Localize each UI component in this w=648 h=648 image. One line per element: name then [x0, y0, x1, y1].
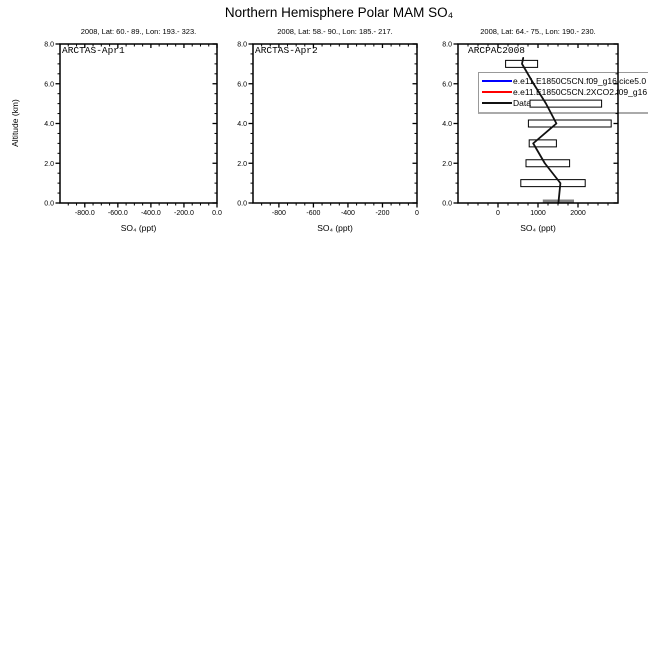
svg-text:0: 0 [415, 210, 419, 217]
red-line-swatch [482, 91, 512, 93]
svg-text:-200: -200 [375, 210, 390, 217]
svg-text:2000: 2000 [570, 210, 586, 217]
panel3-x-axis-label: SO₄ (ppt) [520, 223, 556, 233]
panel1-x-axis-label: SO₄ (ppt) [120, 223, 157, 233]
svg-text:6.0: 6.0 [442, 81, 452, 89]
svg-text:1000: 1000 [530, 210, 546, 217]
svg-text:4.0: 4.0 [442, 121, 452, 128]
svg-text:0.0: 0.0 [44, 200, 54, 208]
panel1-campaign-label: ARCTAS-Apr1 [62, 45, 125, 56]
svg-text:6.0: 6.0 [44, 81, 54, 89]
black-line-swatch [482, 102, 512, 104]
panel2-subtitle: 2008, Lat: 58.- 90., Lon: 185.- 217. [277, 27, 393, 36]
panel1-subtitle: 2008, Lat: 60.- 89., Lon: 193.- 323. [80, 27, 197, 36]
panel3-campaign-label: ARCPAC2008 [468, 45, 526, 56]
svg-text:8.0: 8.0 [44, 41, 54, 49]
figure-title: Northern Hemisphere Polar MAM SO₄ [224, 5, 454, 20]
panel3-subtitle: 2008, Lat: 64.- 75., Lon: 190.- 230. [480, 27, 596, 36]
legend-label-model2: e.e11.E1850C5CN.2XCO2.f09_g16 [513, 87, 648, 98]
svg-text:6.0: 6.0 [237, 81, 247, 89]
svg-text:0.0: 0.0 [212, 210, 222, 217]
svg-text:-800: -800 [271, 210, 286, 217]
svg-text:-800.0: -800.0 [74, 210, 95, 217]
svg-text:-600: -600 [306, 210, 321, 217]
svg-text:-400.0: -400.0 [140, 210, 161, 217]
profile-plots [0, 0, 648, 248]
legend-label-model1: e.e11.E1850C5CN.f09_g16.cice5.0 [513, 75, 647, 86]
legend-label-data: Data [513, 98, 531, 109]
legend-entry-model1 [479, 75, 648, 86]
svg-text:2.0: 2.0 [237, 160, 247, 168]
svg-text:0.0: 0.0 [237, 200, 247, 208]
svg-text:8.0: 8.0 [442, 41, 452, 49]
legend-entry-data [479, 98, 648, 109]
svg-text:-400: -400 [340, 210, 355, 217]
y-axis-label: Altitude (km) [10, 99, 20, 147]
svg-text:4.0: 4.0 [237, 121, 247, 128]
svg-text:2.0: 2.0 [44, 160, 54, 168]
panel2-campaign-label: ARCTAS-Apr2 [255, 45, 318, 56]
legend-entry-model2 [479, 86, 648, 97]
svg-text:4.0: 4.0 [44, 121, 54, 128]
svg-text:2.0: 2.0 [442, 160, 452, 168]
svg-text:-600.0: -600.0 [107, 210, 128, 217]
svg-text:0.0: 0.0 [442, 200, 452, 208]
svg-text:-200.0: -200.0 [174, 210, 194, 217]
blue-line-swatch [482, 80, 512, 82]
svg-text:8.0: 8.0 [237, 41, 247, 49]
legend [478, 72, 648, 114]
panel2-x-axis-label: SO₄ (ppt) [317, 223, 353, 233]
svg-text:0: 0 [496, 210, 500, 217]
